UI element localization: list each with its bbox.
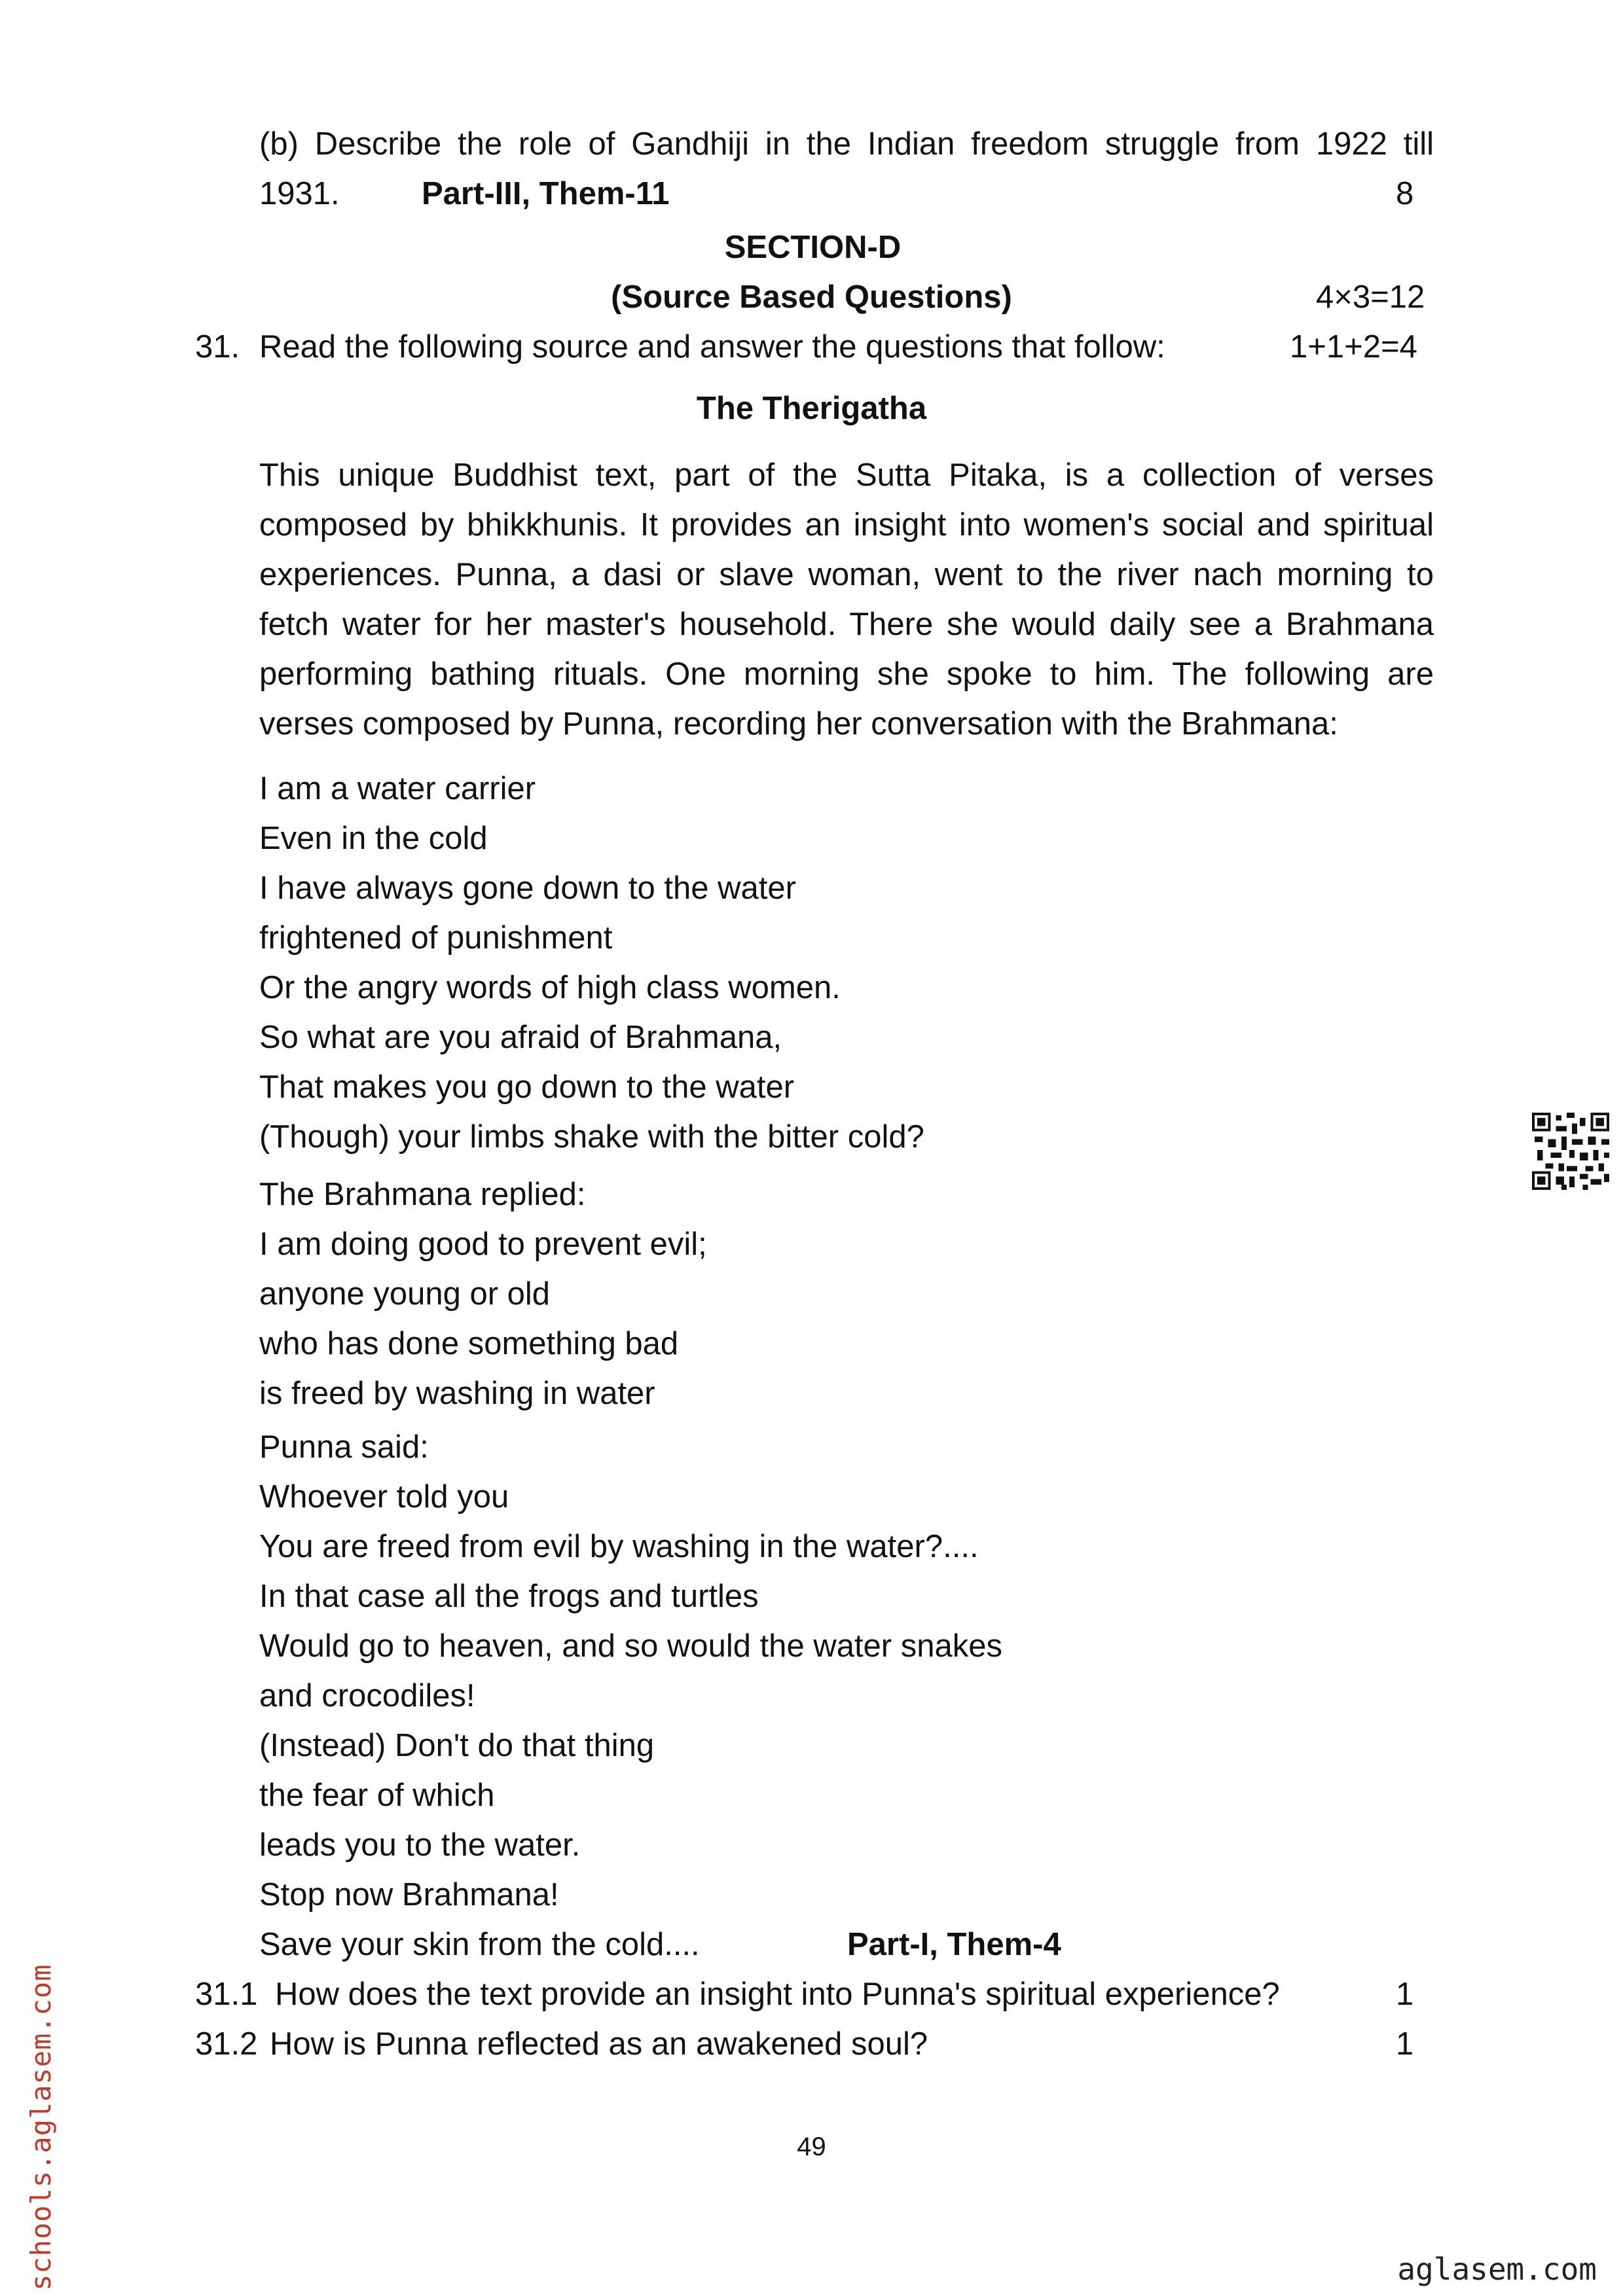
source-ref: Part-I, Them-4: [847, 1927, 1061, 1962]
subq-number: 31.2: [195, 2026, 258, 2062]
subq-text: How is Punna reflected as an awakened soul?: [270, 2026, 928, 2062]
section-marks: 4×3=12: [1316, 279, 1425, 315]
poem-line: the fear of which: [259, 1778, 495, 1813]
section-subtitle: (Source Based Questions): [611, 279, 1012, 315]
subq-marks: 1: [1396, 2026, 1414, 2062]
paragraph-line: This unique Buddhist text, part of the Sutta Pitaka, is a collection of verses: [259, 457, 1434, 493]
q31-prompt: Read the following source and answer the questions that follow:: [259, 329, 1165, 365]
source-paragraph: [259, 450, 1434, 749]
poem-line: I am a water carrier: [259, 771, 536, 806]
poem-line: who has done something bad: [259, 1326, 679, 1361]
subq-text: How does the text provide an insight into Punna's spiritual experience?: [275, 1977, 1280, 2012]
q30b-line1: (b) Describe the role of Gandhiji in the Indian freedom struggle from 1922 till: [259, 126, 1434, 162]
poem-line: Whoever told you: [259, 1479, 509, 1515]
poem-line: and crocodiles!: [259, 1678, 475, 1713]
poem-line: Save your skin from the cold....: [259, 1927, 700, 1962]
poem-line: Punna said:: [259, 1429, 429, 1465]
poem-line: The Brahmana replied:: [259, 1177, 586, 1212]
poem-line: In that case all the frogs and turtles: [259, 1579, 759, 1614]
poem-line: (Instead) Don't do that thing: [259, 1728, 655, 1763]
poem-line: Stop now Brahmana!: [259, 1877, 559, 1912]
watermark-right: aglasem.com: [1397, 2251, 1597, 2287]
q30b-ref: Part-III, Them-11: [422, 176, 670, 211]
q30b-marks: 8: [1396, 176, 1414, 211]
poem-line: I have always gone down to the water: [259, 870, 796, 906]
paragraph-line: verses composed by Punna, recording her conversation with the Brahmana:: [259, 706, 1338, 742]
poem-line: I am doing good to prevent evil;: [259, 1227, 707, 1262]
paragraph-line: fetch water for her master's household. There she would daily see a Brahmana: [259, 607, 1434, 642]
section-title: SECTION-D: [724, 230, 902, 265]
q30b-year: 1931.: [259, 176, 340, 211]
poem-line: anyone young or old: [259, 1276, 551, 1312]
poem-line: (Though) your limbs shake with the bitter cold?: [259, 1119, 924, 1155]
poem-line: Would go to heaven, and so would the water snakes: [259, 1628, 1002, 1664]
poem-line: leads you to the water.: [259, 1827, 581, 1863]
page-number: 49: [797, 2132, 826, 2161]
poem-line: Even in the cold: [259, 821, 488, 856]
poem-line: That makes you go down to the water: [259, 1069, 795, 1105]
paragraph-line: experiences. Punna, a dasi or slave woman, went to the river nach morning to: [259, 557, 1434, 592]
watermark-left: schools.aglasem.com: [25, 1964, 57, 2291]
qr-code-icon: [1532, 1113, 1609, 1190]
poem-line: You are freed from evil by washing in the water?....: [259, 1529, 979, 1564]
source-title: The Therigatha: [696, 391, 927, 426]
subq-number: 31.1: [195, 1977, 258, 2012]
poem-line: Or the angry words of high class women.: [259, 970, 841, 1005]
poem-line: frightened of punishment: [259, 920, 613, 956]
q31-marks: 1+1+2=4: [1290, 329, 1417, 365]
subq-marks: 1: [1396, 1977, 1414, 2012]
poem-line: So what are you afraid of Brahmana,: [259, 1020, 782, 1055]
paragraph-line: performing bathing rituals. One morning she spoke to him. The following are: [259, 656, 1434, 692]
q31-number: 31.: [195, 329, 240, 365]
poem-line: is freed by washing in water: [259, 1376, 655, 1411]
paragraph-line: composed by bhikkhunis. It provides an insight into women's social and spiritual: [259, 507, 1434, 543]
